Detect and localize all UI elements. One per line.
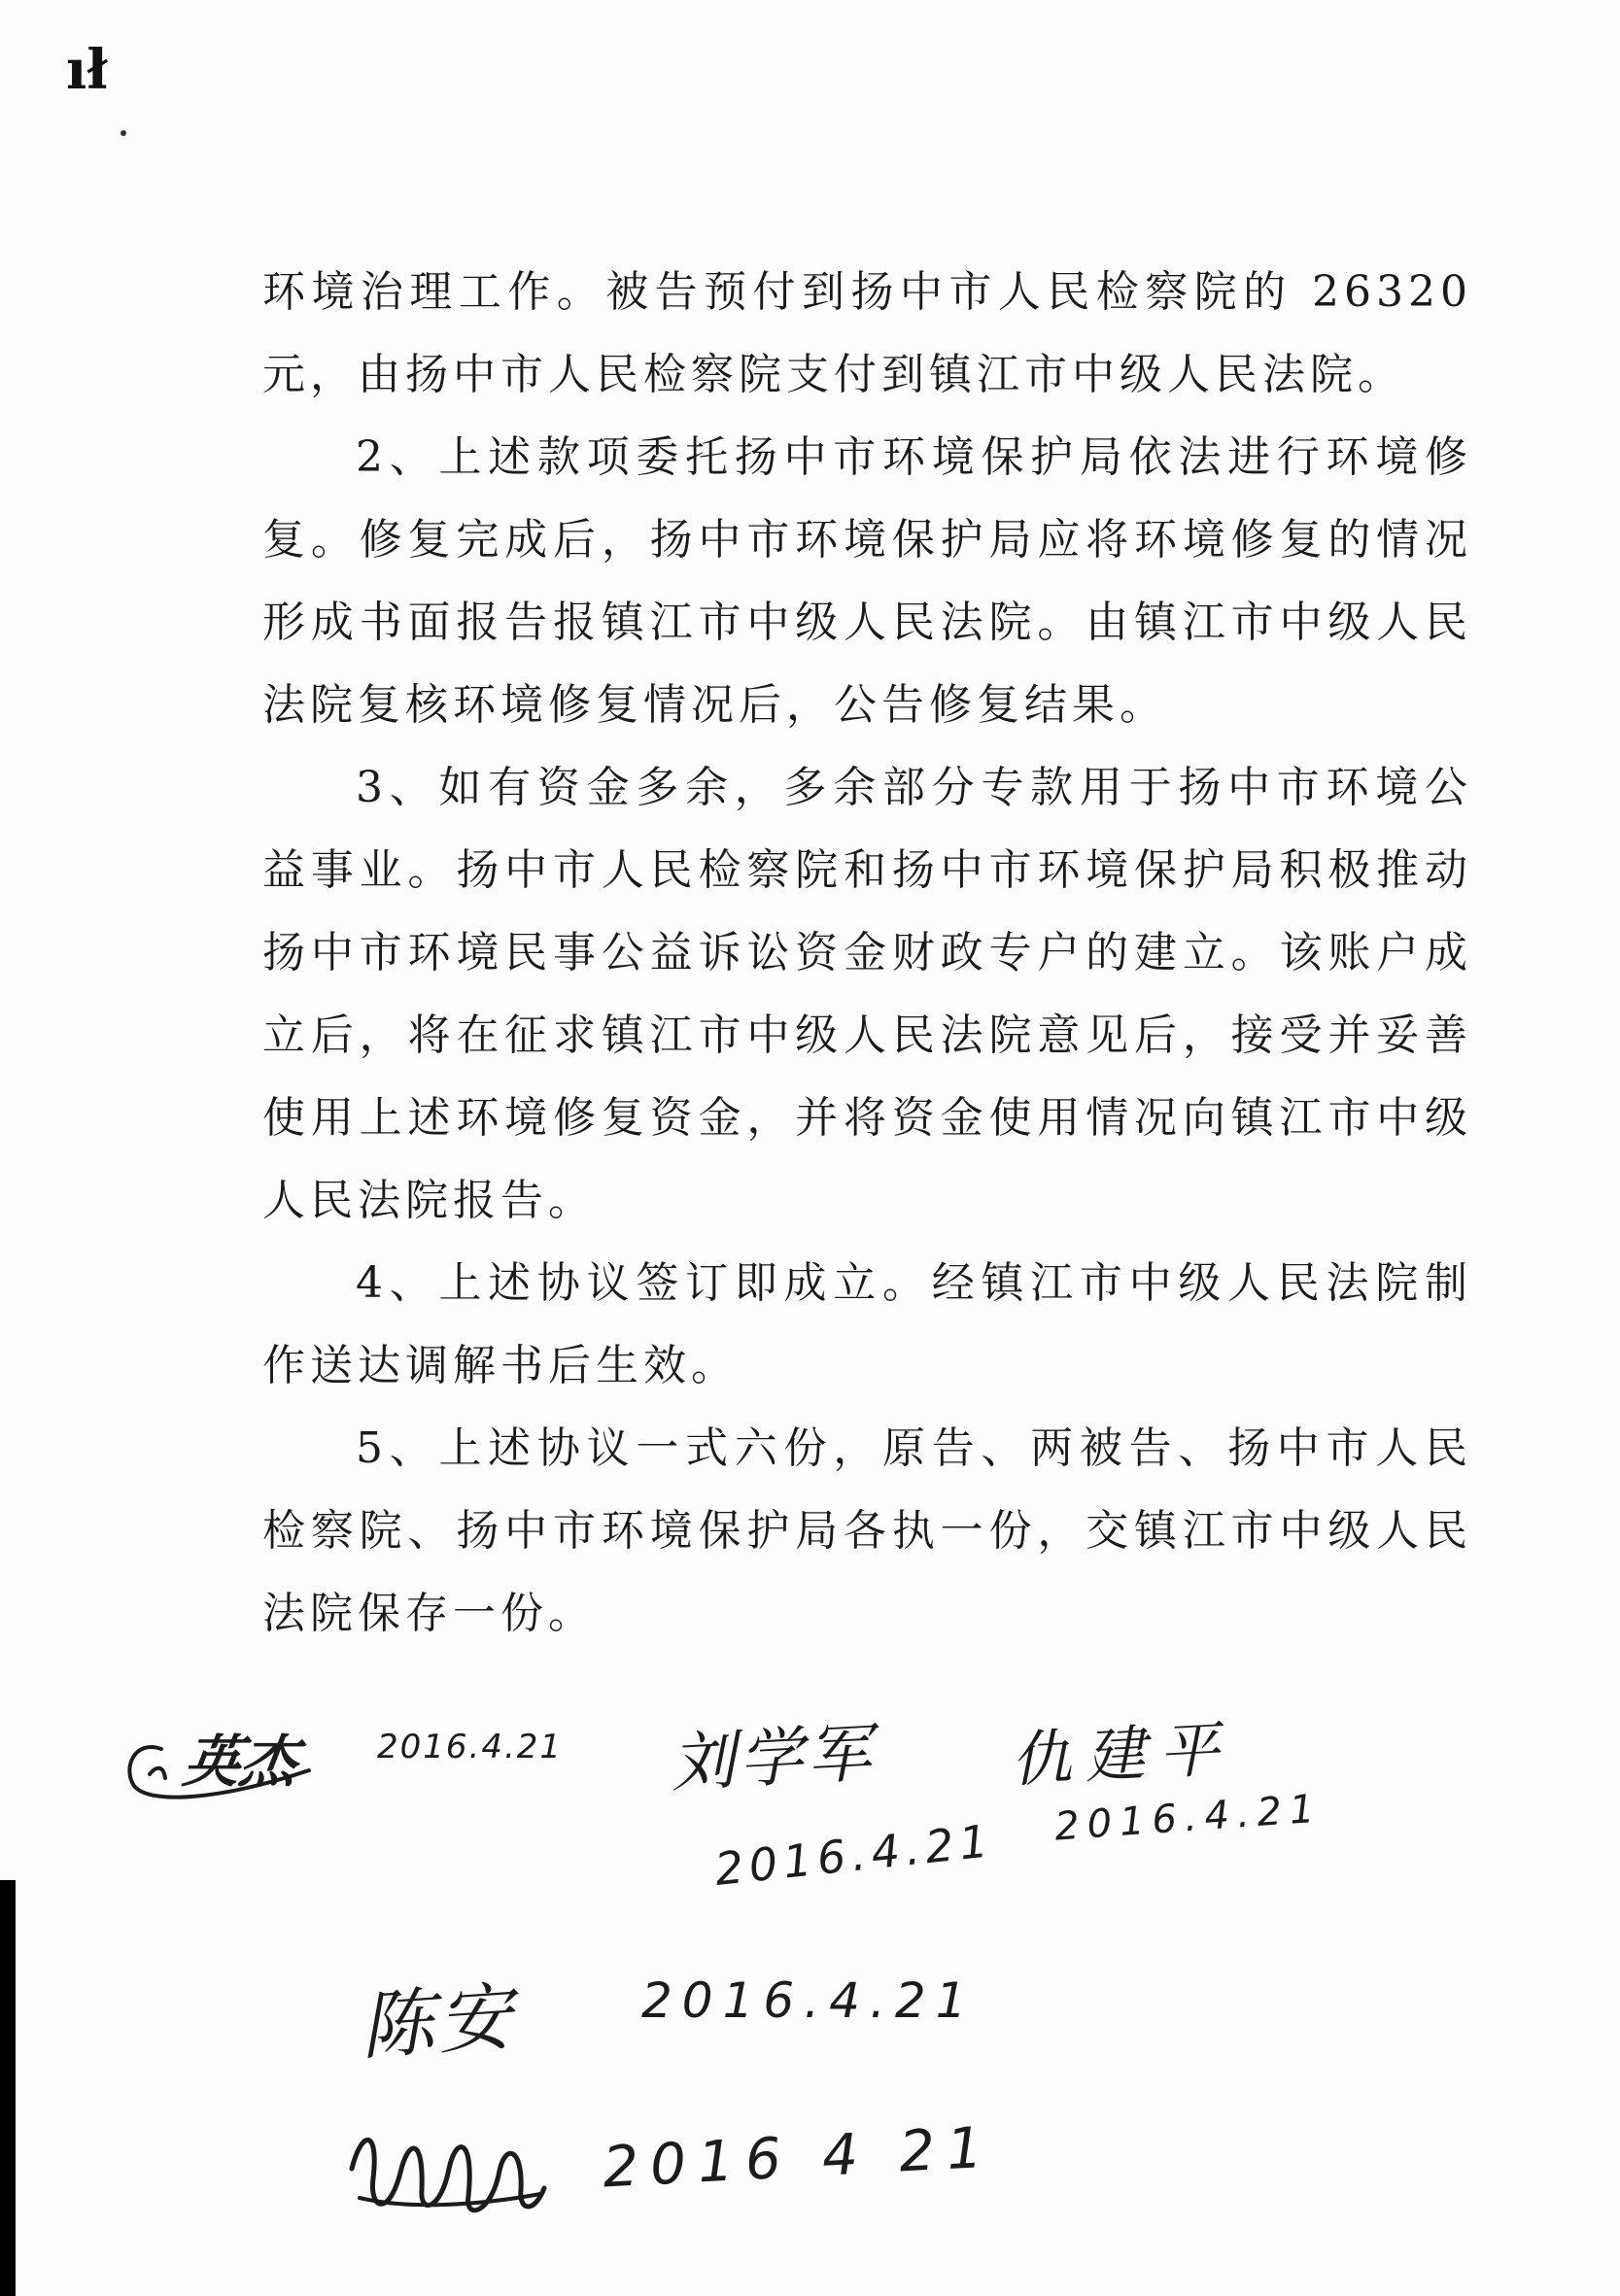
- signature-2-date: 2016.4.21: [711, 1814, 997, 1896]
- signature-1-name: 英杰: [179, 1729, 302, 1795]
- clause-2: 2、上述款项委托扬中市环境保护局依法进行环境修复。修复完成后，扬中市环境保护局应将环境修复的情况形成书面报告报镇江市中级人民法院。由镇江市中级人民法院复核环境修复情况后，公告修复结果。: [262, 432, 1472, 730]
- signature-area: [0, 1652, 1620, 2296]
- signature-4-name: 陈安: [357, 1972, 519, 2071]
- paragraph-continuation: 环境治理工作。被告预付到扬中市人民检察院的 26320 元，由扬中市人民检察院支付到镇江市中级人民法院。: [262, 267, 1472, 399]
- clause-3: 3、如有资金多余，多余部分专款用于扬中市环境公益事业。扬中市人民检察院和扬中市环境保护局积极推动扬中市环境民事公益诉讼资金财政专户的建立。该账户成立后，将在征求镇江市中级人民法院意见后，接受并妥善使用上述环境修复资金，并将资金使用情况向镇江市中级人民法院报告。: [262, 763, 1472, 1225]
- signature-3-name: 仇建平: [1009, 1713, 1235, 1796]
- signature-2-name: 刘学军: [669, 1715, 878, 1801]
- agreement-body: [262, 251, 1472, 1655]
- signature-3-date: 2016.4.21: [1052, 1786, 1324, 1850]
- scan-speck: [121, 130, 126, 136]
- signature-5-scribble-icon: [340, 2101, 554, 2237]
- corner-handwritten-mark: ıł: [66, 38, 108, 102]
- signature-1: [115, 1710, 338, 1821]
- signature-4-date: 2016.4.21: [641, 1972, 977, 2029]
- signature-1-date: 2016.4.21: [377, 1728, 564, 1766]
- signature-5: [340, 2101, 554, 2241]
- clause-5: 5、上述协议一式六份，原告、两被告、扬中市人民检察院、扬中市环境保护局各执一份，交镇江市中级人民法院保存一份。: [262, 1423, 1472, 1638]
- signature-5-date: 2016 4 21: [601, 2113, 996, 2201]
- clause-4: 4、上述协议签订即成立。经镇江市中级人民法院制作送达调解书后生效。: [262, 1258, 1472, 1390]
- scan-edge-shadow: [0, 1880, 16, 2296]
